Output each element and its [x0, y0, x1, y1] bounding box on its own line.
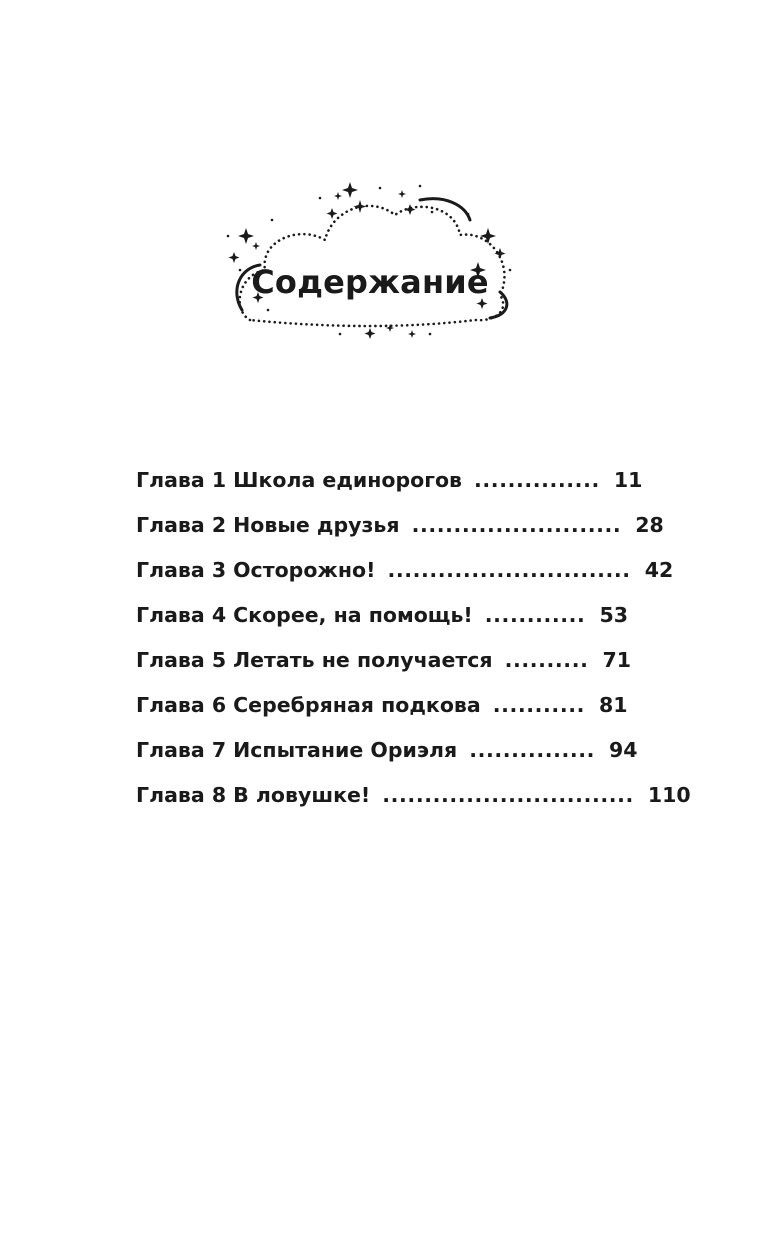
chapter-title: Осторожно!: [233, 558, 376, 582]
chapter-number: Глава 2: [136, 513, 227, 537]
chapter-title: Испытание Ориэля: [233, 738, 458, 762]
title-cloud-ornament: [220, 170, 520, 350]
table-of-contents: [136, 468, 691, 828]
page-number: 71: [602, 648, 632, 672]
page-number: 42: [644, 558, 674, 582]
chapter-title: Летать не получается: [233, 648, 493, 672]
toc-entry-7[interactable]: [136, 738, 656, 783]
chapter-title: Школа единорогов: [233, 468, 463, 492]
toc-entry-2[interactable]: [136, 513, 664, 558]
chapter-number: Глава 4: [136, 603, 227, 627]
page-number: 110: [647, 783, 691, 807]
page-number: 11: [613, 468, 643, 492]
page-number: 81: [598, 693, 628, 717]
chapter-title: В ловушке!: [233, 783, 371, 807]
dot-leader: ...............: [474, 468, 600, 492]
chapter-title: Скорее, на помощь!: [233, 603, 473, 627]
dot-leader: ...........: [492, 693, 585, 717]
dot-leader: ..........: [504, 648, 589, 672]
toc-entry-4[interactable]: [136, 603, 656, 648]
chapter-number: Глава 6: [136, 693, 227, 717]
chapter-title: Серебряная подкова: [233, 693, 481, 717]
dot-leader: .............................: [387, 558, 631, 582]
chapter-title: Новые друзья: [233, 513, 400, 537]
chapter-number: Глава 7: [136, 738, 227, 762]
chapter-number: Глава 8: [136, 783, 227, 807]
dot-leader: ...............: [469, 738, 596, 762]
toc-entry-3[interactable]: [136, 558, 674, 603]
page-number: 28: [635, 513, 664, 537]
chapter-number: Глава 1: [136, 468, 227, 492]
dot-leader: .........................: [411, 513, 622, 537]
chapter-number: Глава 3: [136, 558, 227, 582]
toc-entry-8[interactable]: [136, 783, 691, 828]
dot-leader: ............: [484, 603, 586, 627]
page-number: 94: [609, 738, 638, 762]
toc-entry-1[interactable]: [136, 468, 656, 513]
chapter-number: Глава 5: [136, 648, 227, 672]
dot-leader: ..............................: [382, 783, 634, 807]
toc-entry-5[interactable]: [136, 648, 656, 693]
toc-entry-6[interactable]: [136, 693, 656, 738]
sparkle-cloud-icon: [220, 170, 520, 350]
page-title: Содержание: [251, 263, 489, 301]
page-number: 53: [599, 603, 628, 627]
